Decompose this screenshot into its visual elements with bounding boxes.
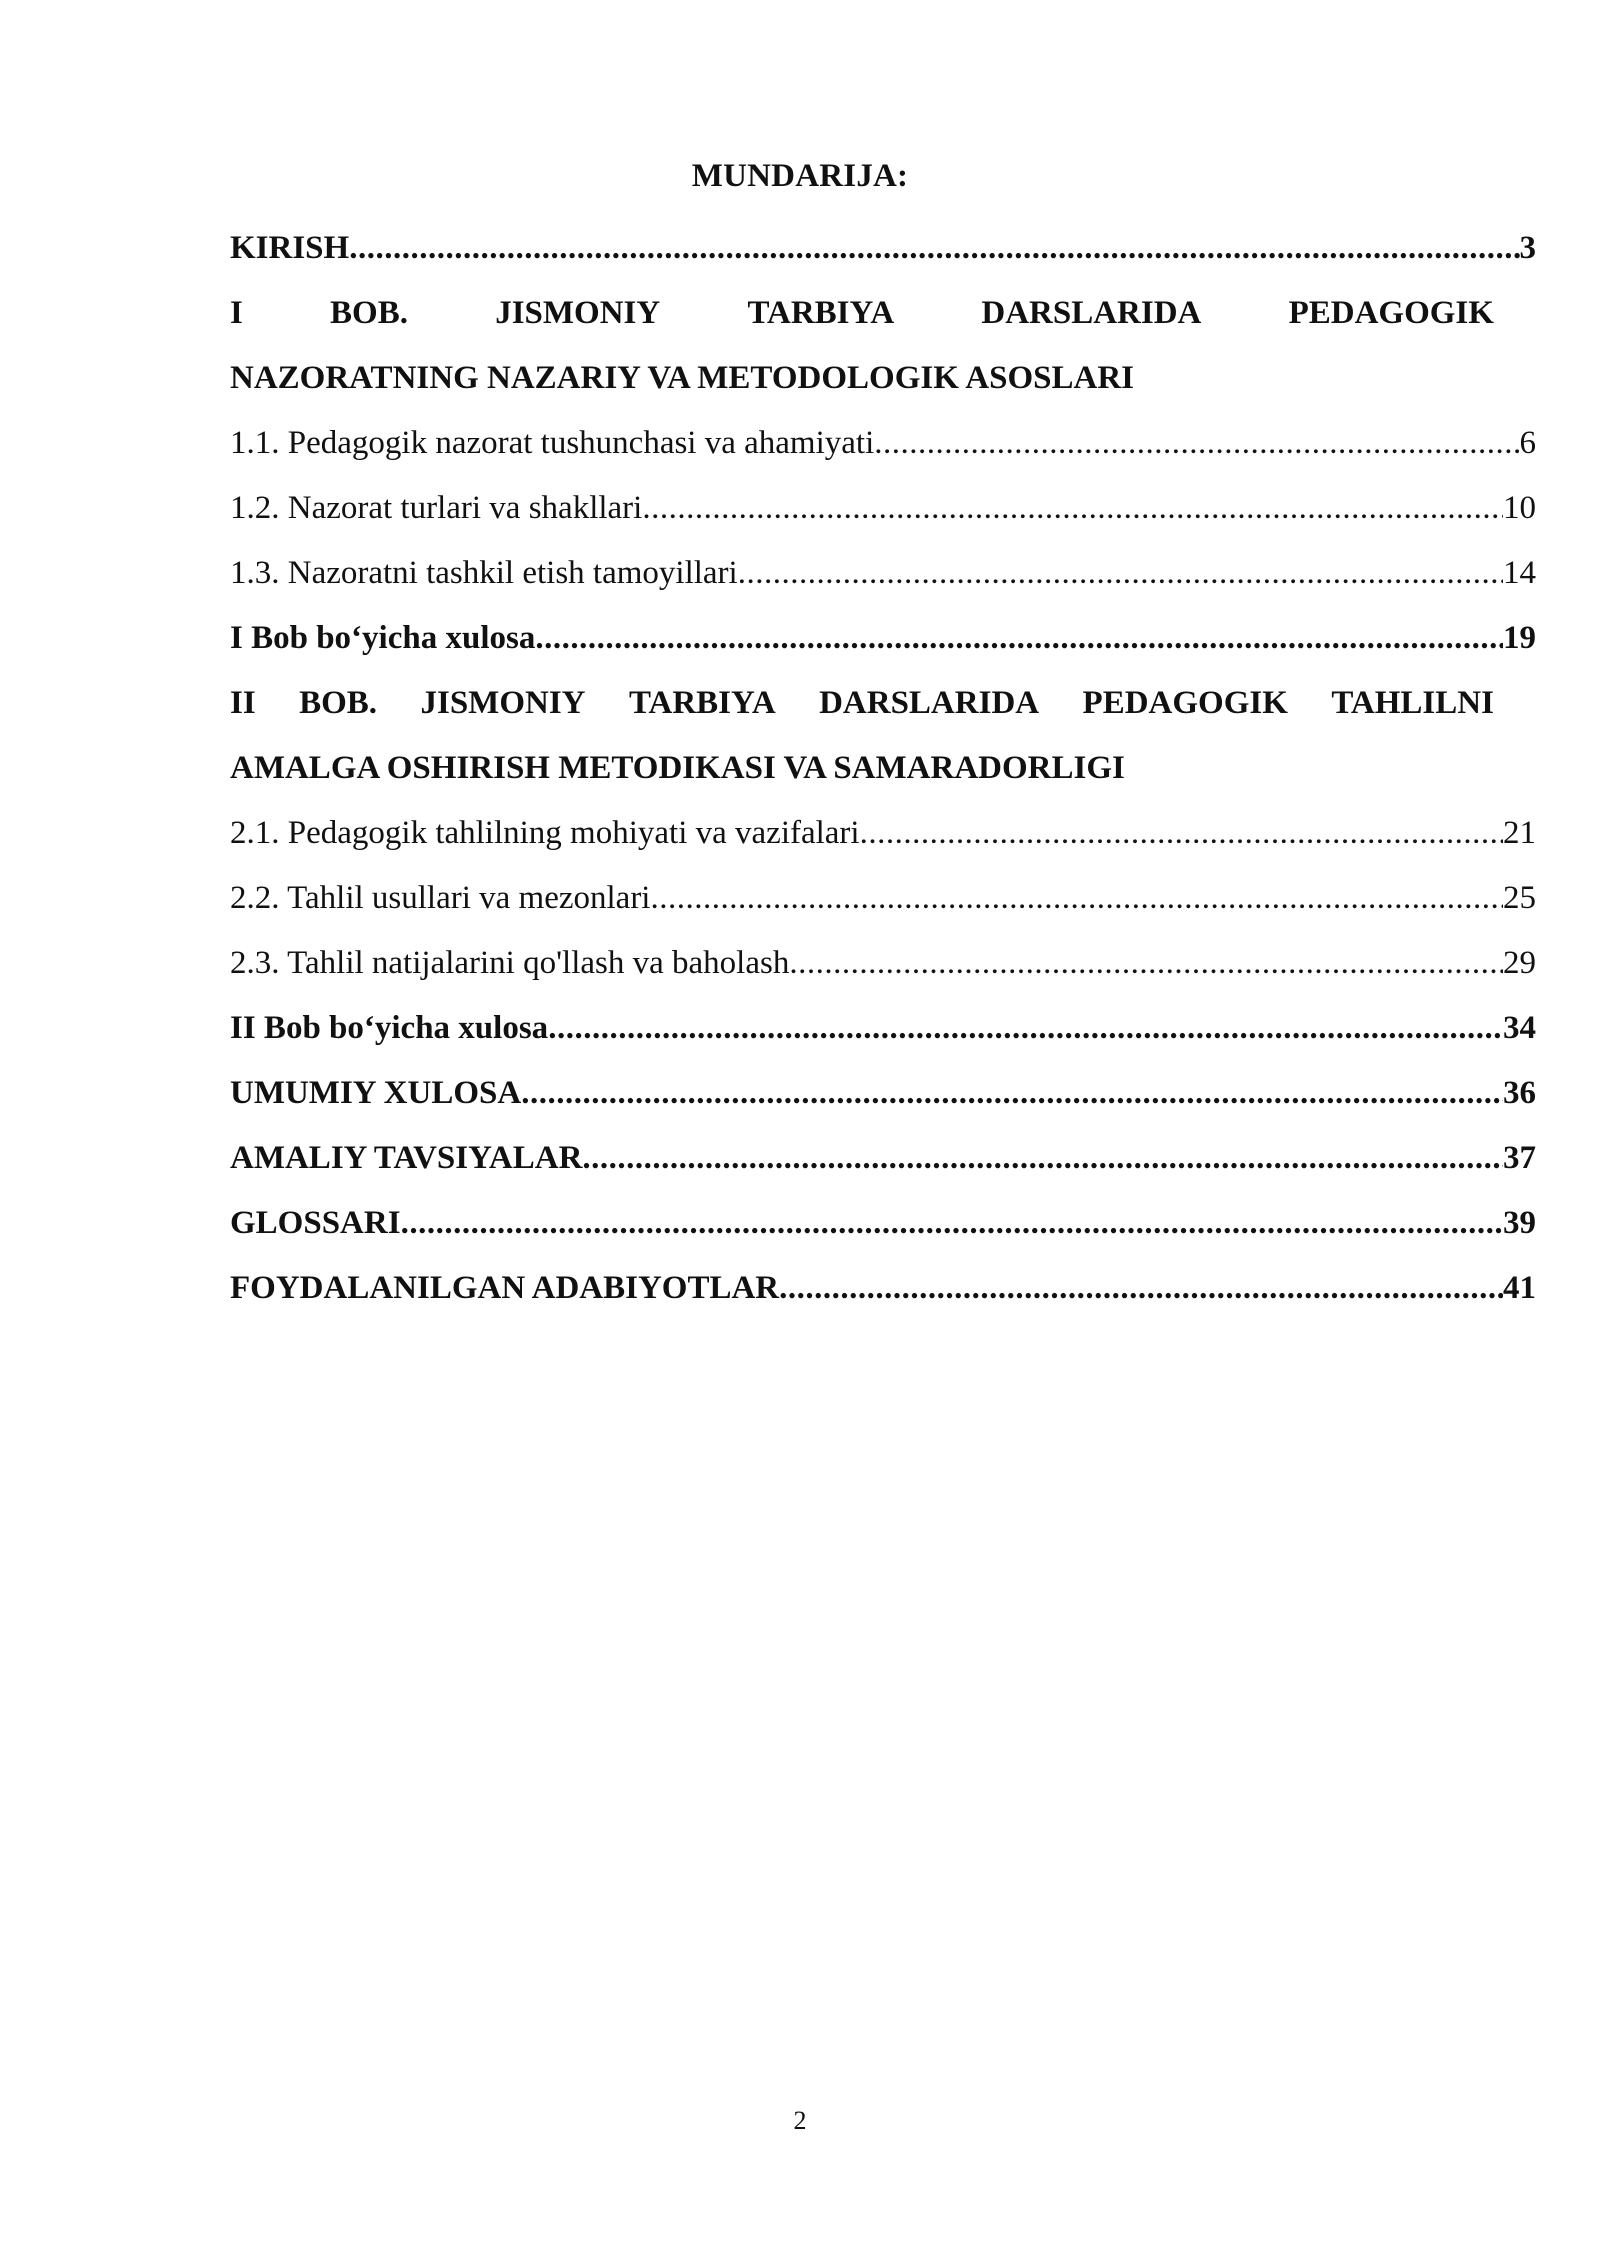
toc-entry-page: 10 xyxy=(1503,490,1536,526)
chapter-1-word: PEDAGOGIK xyxy=(1288,295,1494,331)
toc-entry-kirish[interactable] xyxy=(230,216,1536,281)
toc-entry-label: 2.3. Tahlil natijalarini qo'llash va baholash xyxy=(230,945,790,981)
toc-entry-references[interactable] xyxy=(230,1256,1536,1321)
table-of-contents xyxy=(230,216,1536,1321)
toc-entry-label: I Bob bo‘yicha xulosa xyxy=(230,620,536,656)
chapter-1-word: BOB. xyxy=(330,295,408,331)
dot-leader xyxy=(738,541,1503,606)
toc-entry-page: 41 xyxy=(1503,1270,1536,1306)
chapter-1-heading-line-1 xyxy=(230,281,1536,346)
chapter-2-heading-line-2: AMALGA OSHIRISH METODIKASI VA SAMARADORLIGI xyxy=(230,750,1125,786)
toc-entry-2-1[interactable] xyxy=(230,801,1536,866)
toc-entry-page: 39 xyxy=(1503,1205,1536,1241)
toc-entry-page: 14 xyxy=(1503,555,1536,591)
toc-entry-general-conclusion[interactable] xyxy=(230,1061,1536,1126)
dot-leader xyxy=(642,476,1503,541)
toc-entry-label: 2.1. Pedagogik tahlilning mohiyati va vazifalari xyxy=(230,815,860,851)
chapter-2-word: JISMONIY xyxy=(420,685,586,721)
dot-leader xyxy=(860,801,1503,866)
toc-entry-2-2[interactable] xyxy=(230,866,1536,931)
dot-leader xyxy=(521,1061,1503,1126)
dot-leader xyxy=(349,216,1519,281)
chapter-1-word: JISMONIY xyxy=(495,295,661,331)
toc-entry-glossary[interactable] xyxy=(230,1191,1536,1256)
toc-entry-1-1[interactable] xyxy=(230,411,1536,476)
dot-leader xyxy=(779,1256,1503,1321)
footer-page-number: 2 xyxy=(793,2106,807,2135)
chapter-1-word: DARSLARIDA xyxy=(981,295,1202,331)
toc-chapter-2-heading[interactable] xyxy=(230,671,1536,801)
chapter-2-word: TARBIYA xyxy=(628,685,776,721)
dot-leader xyxy=(582,1126,1503,1191)
toc-entry-label: 1.2. Nazorat turlari va shakllari xyxy=(230,490,643,526)
toc-entry-page: 29 xyxy=(1503,945,1536,981)
toc-entry-chapter-2-summary[interactable] xyxy=(230,996,1536,1061)
toc-entry-1-3[interactable] xyxy=(230,541,1536,606)
chapter-1-heading-line-2: NAZORATNING NAZARIY VA METODOLOGIK ASOSLARI xyxy=(230,360,1135,396)
toc-entry-page: 34 xyxy=(1503,1010,1536,1046)
chapter-2-word: DARSLARIDA xyxy=(819,685,1040,721)
toc-entry-label: AMALIY TAVSIYALAR xyxy=(230,1140,583,1176)
dot-leader xyxy=(548,996,1503,1061)
dot-leader xyxy=(650,866,1503,931)
toc-entry-label: II Bob bo‘yicha xulosa xyxy=(230,1010,549,1046)
toc-entry-page: 6 xyxy=(1519,425,1536,461)
toc-entry-label: 2.2. Tahlil usullari va mezonlari xyxy=(230,880,651,916)
toc-entry-page: 21 xyxy=(1503,815,1536,851)
toc-entry-label: GLOSSARI xyxy=(230,1205,401,1241)
chapter-2-heading-line-1 xyxy=(230,671,1536,736)
toc-entry-label: 1.3. Nazoratni tashkil etish tamoyillari xyxy=(230,555,738,591)
dot-leader xyxy=(789,931,1503,996)
dot-leader xyxy=(535,606,1503,671)
dot-leader xyxy=(874,411,1519,476)
toc-entry-label: KIRISH xyxy=(230,230,350,266)
chapter-2-word: PEDAGOGIK xyxy=(1082,685,1288,721)
toc-entry-label: 1.1. Pedagogik nazorat tushunchasi va ahamiyati xyxy=(230,425,875,461)
toc-entry-chapter-1-summary[interactable] xyxy=(230,606,1536,671)
toc-entry-page: 36 xyxy=(1503,1075,1536,1111)
toc-entry-page: 3 xyxy=(1519,230,1536,266)
toc-chapter-1-heading[interactable] xyxy=(230,281,1536,411)
toc-entry-page: 25 xyxy=(1503,880,1536,916)
toc-entry-page: 19 xyxy=(1503,620,1536,656)
toc-entry-label: UMUMIY XULOSA xyxy=(230,1075,522,1111)
dot-leader xyxy=(401,1191,1503,1256)
chapter-2-word: II xyxy=(230,685,256,721)
chapter-1-word: I xyxy=(230,295,243,331)
toc-entry-label: FOYDALANILGAN ADABIYOTLAR xyxy=(230,1270,780,1306)
chapter-2-word: BOB. xyxy=(299,685,378,721)
toc-entry-2-3[interactable] xyxy=(230,931,1536,996)
toc-entry-1-2[interactable] xyxy=(230,476,1536,541)
chapter-1-word: TARBIYA xyxy=(747,295,895,331)
toc-entry-recommendations[interactable] xyxy=(230,1126,1536,1191)
chapter-2-word: TAHLILNI xyxy=(1331,685,1494,721)
toc-title: MUNDARIJA: xyxy=(691,158,909,194)
toc-entry-page: 37 xyxy=(1503,1140,1536,1176)
